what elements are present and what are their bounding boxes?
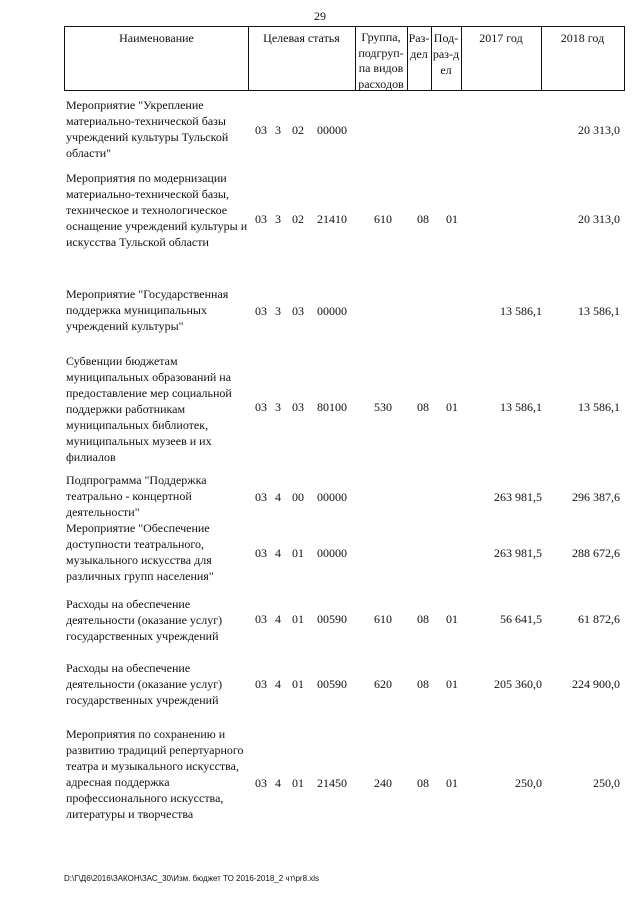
- row-main-event: 03: [292, 400, 304, 414]
- row-subprogram: 4: [275, 776, 281, 790]
- row-section: 08: [417, 776, 429, 790]
- row-direction: 80100: [317, 400, 347, 414]
- row-amount-2017: 13 586,1: [500, 304, 542, 318]
- row-program: 03: [255, 400, 267, 414]
- row-subprogram: 4: [275, 546, 281, 560]
- table-header: [64, 26, 625, 91]
- row-group: 240: [374, 776, 392, 790]
- row-amount-2018: 20 313,0: [578, 123, 620, 137]
- row-group: 610: [374, 212, 392, 226]
- row-subprogram: 4: [275, 612, 281, 626]
- row-program: 03: [255, 776, 267, 790]
- row-subsection: 01: [446, 612, 458, 626]
- row-direction: 21450: [317, 776, 347, 790]
- row-program: 03: [255, 212, 267, 226]
- row-direction: 00000: [317, 123, 347, 137]
- row-section: 08: [417, 612, 429, 626]
- row-subprogram: 4: [275, 677, 281, 691]
- row-main-event: 00: [292, 490, 304, 504]
- row-amount-2017: 13 586,1: [500, 400, 542, 414]
- row-main-event: 01: [292, 776, 304, 790]
- row-amount-2017: 263 981,5: [494, 490, 542, 504]
- row-name: Субвенции бюджетам муниципальных образований на предоставление мер социальной поддержки работникам муниципальных библиотек, муниципальных музеев и их филиалов: [66, 354, 232, 464]
- row-subsection: 01: [446, 776, 458, 790]
- row-main-event: 01: [292, 677, 304, 691]
- row-direction: 00000: [317, 304, 347, 318]
- header-section: Раз-дел: [408, 31, 430, 61]
- row-amount-2018: 13 586,1: [578, 304, 620, 318]
- row-main-event: 02: [292, 123, 304, 137]
- row-amount-2018: 20 313,0: [578, 212, 620, 226]
- row-section: 08: [417, 400, 429, 414]
- row-subprogram: 4: [275, 490, 281, 504]
- row-direction: 00000: [317, 490, 347, 504]
- row-direction: 00590: [317, 677, 347, 691]
- row-program: 03: [255, 123, 267, 137]
- row-program: 03: [255, 677, 267, 691]
- row-program: 03: [255, 304, 267, 318]
- row-main-event: 03: [292, 304, 304, 318]
- row-name: Расходы на обеспечение деятельности (оказание услуг) государственных учреждений: [66, 597, 223, 643]
- row-subsection: 01: [446, 400, 458, 414]
- row-name: Мероприятие "Обеспечение доступности театрального, музыкального искусства для различных групп населения": [66, 521, 214, 583]
- row-amount-2018: 224 900,0: [572, 677, 620, 691]
- row-subprogram: 3: [275, 400, 281, 414]
- row-main-event: 02: [292, 212, 304, 226]
- row-direction: 00000: [317, 546, 347, 560]
- row-subsection: 01: [446, 212, 458, 226]
- row-subprogram: 3: [275, 304, 281, 318]
- row-program: 03: [255, 546, 267, 560]
- row-subprogram: 3: [275, 212, 281, 226]
- row-subprogram: 3: [275, 123, 281, 137]
- row-amount-2017: 56 641,5: [500, 612, 542, 626]
- row-section: 08: [417, 677, 429, 691]
- row-main-event: 01: [292, 546, 304, 560]
- header-year-2018: 2018 год: [560, 31, 605, 45]
- row-subsection: 01: [446, 677, 458, 691]
- row-name: Мероприятия по модернизации материально-технической базы, техническое и технологическое оснащение учреждений культуры и искусства Тульской области: [66, 171, 248, 249]
- row-amount-2017: 250,0: [515, 776, 542, 790]
- header-group: Группа, подгруп-па видов расходов: [358, 30, 404, 91]
- row-group: 530: [374, 400, 392, 414]
- row-amount-2018: 250,0: [593, 776, 620, 790]
- row-direction: 00590: [317, 612, 347, 626]
- row-name: Расходы на обеспечение деятельности (оказание услуг) государственных учреждений: [66, 661, 223, 707]
- row-name: Мероприятия по сохранению и развитию традиций репертуарного театра и музыкального искусства, адресная поддержка профессионального искусства, литературы и творчества: [66, 727, 244, 821]
- row-section: 08: [417, 212, 429, 226]
- row-main-event: 01: [292, 612, 304, 626]
- row-name: Подпрограмма "Поддержка театрально - концертной деятельности": [66, 473, 207, 519]
- header-article: Целевая статья: [263, 31, 340, 45]
- row-name: Мероприятие "Государственная поддержка муниципальных учреждений культуры": [66, 287, 229, 333]
- header-year-2017: 2017 год: [479, 31, 523, 45]
- row-program: 03: [255, 490, 267, 504]
- row-name: Мероприятие "Укрепление материально-технической базы учреждений культуры Тульской области": [66, 98, 229, 160]
- row-amount-2018: 288 672,6: [572, 546, 620, 560]
- row-amount-2018: 296 387,6: [572, 490, 620, 504]
- row-direction: 21410: [317, 212, 347, 226]
- row-program: 03: [255, 612, 267, 626]
- row-amount-2018: 13 586,1: [578, 400, 620, 414]
- row-group: 610: [374, 612, 392, 626]
- page-number: 29: [314, 9, 326, 23]
- header-name: Наименование: [119, 31, 194, 45]
- row-amount-2018: 61 872,6: [578, 612, 620, 626]
- header-subsection: Под-раз-дел: [432, 31, 460, 77]
- file-path-footer: D:\Г\Д6\2016\ЗАКОН\ЗАС_30\Изм. бюджет ТО 2016-2018_2 чт\pr8.xls: [64, 874, 320, 883]
- row-amount-2017: 205 360,0: [494, 677, 542, 691]
- row-amount-2017: 263 981,5: [494, 546, 542, 560]
- row-group: 620: [374, 677, 392, 691]
